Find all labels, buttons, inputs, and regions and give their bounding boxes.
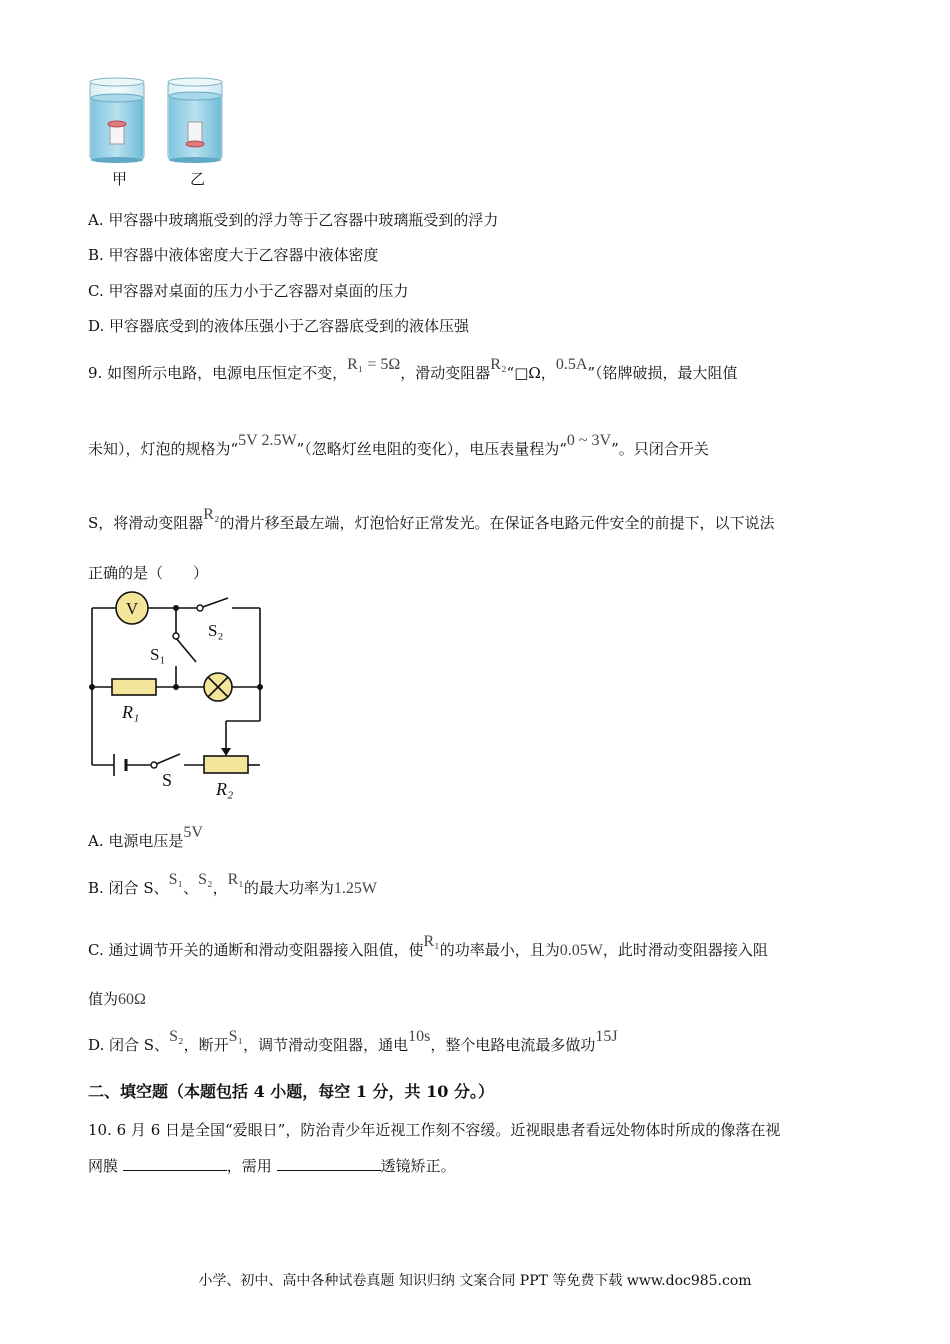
option-text: ，整个电路电流最多做功 bbox=[430, 1036, 596, 1054]
option-text: 、 bbox=[183, 879, 199, 897]
q9-lamp-spec: 5V 2.5W bbox=[238, 432, 297, 449]
beaker-label-yi: 乙 bbox=[190, 170, 206, 188]
q9-line-3 bbox=[88, 506, 775, 534]
option-value: 15J bbox=[595, 1028, 618, 1045]
page-footer: 小学、初中、高中各种试卷真题 知识归纳 文案合同 PPT 等免费下载 www.doc985.com bbox=[198, 1273, 752, 1289]
q10-text: 网膜 bbox=[88, 1157, 119, 1175]
beaker-jia bbox=[90, 78, 144, 163]
q9-option-c bbox=[88, 933, 768, 961]
beaker-yi bbox=[168, 78, 222, 163]
option-value: 5V bbox=[183, 824, 203, 841]
option-text: C. 通过调节开关的通断和滑动变阻器接入阻值，使 bbox=[88, 941, 424, 959]
q9-text: 9. 如图所示电路，电源电压恒定不变， bbox=[88, 364, 348, 382]
option-text: 的功率最小，且为 bbox=[439, 941, 560, 959]
q9-option-a bbox=[88, 824, 203, 852]
circuit-diagram bbox=[84, 590, 284, 800]
q9-text: “□Ω， bbox=[506, 364, 556, 382]
option-text: D. 闭合 S、 bbox=[88, 1036, 170, 1054]
beaker-label-jia: 甲 bbox=[112, 170, 128, 188]
q10-text: ，需用 bbox=[226, 1157, 272, 1175]
q9-text: 未知），灯泡的规格为“ bbox=[88, 440, 239, 458]
q9-line-1 bbox=[88, 356, 738, 384]
option-text: A. 电源电压是 bbox=[88, 832, 184, 850]
option-value: 10s bbox=[408, 1028, 431, 1045]
q9-text: ”（忽略灯丝电阻的变化），电压表量程为“ bbox=[296, 440, 567, 458]
option-text: ， bbox=[212, 879, 228, 897]
q10-text: 透镜矫正。 bbox=[380, 1157, 456, 1175]
option-text: 的最大功率为 bbox=[243, 879, 334, 897]
beaker-figure bbox=[84, 76, 234, 188]
option-value: 1.25W bbox=[333, 880, 377, 897]
resistor-r1-label: R₁ bbox=[122, 702, 140, 722]
q8-option-a: A. 甲容器中玻璃瓶受到的浮力等于乙容器中玻璃瓶受到的浮力 bbox=[88, 211, 499, 229]
q8-option-b: B. 甲容器中液体密度大于乙容器中液体密度 bbox=[88, 246, 379, 264]
q9-r2-symbol: R₂ bbox=[203, 506, 220, 523]
answer-blank[interactable] bbox=[277, 1156, 381, 1171]
switch-s-label: S bbox=[162, 770, 173, 790]
q9-option-d bbox=[88, 1028, 618, 1056]
q9-text: ，滑动变阻器 bbox=[400, 364, 491, 382]
q9-text: ”。只闭合开关 bbox=[611, 440, 709, 458]
option-value: 60Ω bbox=[118, 991, 146, 1008]
q9-r1-value: R₁ = 5Ω bbox=[347, 356, 401, 373]
q9-current: 0.5A bbox=[555, 356, 588, 373]
option-symbol: S₂ bbox=[169, 1028, 184, 1045]
option-symbol: R₁ bbox=[227, 871, 244, 888]
q9-option-c-cont bbox=[88, 989, 146, 1010]
option-text: ，此时滑动变阻器接入阻 bbox=[602, 941, 768, 959]
q9-text: S，将滑动变阻器 bbox=[88, 514, 204, 532]
option-symbol: S₁ bbox=[228, 1028, 244, 1045]
switch-s1-label: S₁ bbox=[150, 645, 166, 664]
section-heading: 二、填空题（本题包括 4 小题，每空 1 分，共 10 分。） bbox=[88, 1082, 494, 1101]
q9-r2-symbol: R₂ bbox=[490, 356, 507, 373]
q9-option-b bbox=[88, 871, 377, 899]
voltmeter-label: V bbox=[125, 599, 139, 618]
option-value: 0.05W bbox=[559, 942, 603, 959]
q9-line-2 bbox=[88, 432, 709, 460]
option-text: B. 闭合 S、 bbox=[88, 879, 169, 897]
option-text: ，调节滑动变阻器，通电 bbox=[243, 1036, 409, 1054]
option-symbol: R₁ bbox=[423, 933, 440, 950]
option-symbol: S₂ bbox=[198, 871, 213, 888]
q8-option-d: D. 甲容器底受到的液体压强小于乙容器底受到的液体压强 bbox=[88, 317, 470, 335]
q10-line-1: 10. 6 月 6 日是全国“爱眼日”，防治青少年近视工作刻不容缓。近视眼患者看远处物体时所成的像落在视 bbox=[88, 1121, 781, 1139]
answer-blank[interactable] bbox=[123, 1156, 227, 1171]
q10-line-2 bbox=[88, 1156, 456, 1176]
q8-option-c: C. 甲容器对桌面的压力小于乙容器对桌面的压力 bbox=[88, 282, 409, 300]
q9-text: 的滑片移至最左端，灯泡恰好正常发光。在保证各电路元件安全的前提下，以下说法 bbox=[219, 514, 775, 532]
q9-text: ”（铭牌破损，最大阻值 bbox=[587, 364, 738, 382]
q9-line-4: 正确的是（ ） bbox=[88, 564, 209, 582]
q9-voltmeter-range: 0 ~ 3V bbox=[566, 432, 612, 449]
option-text: 值为 bbox=[88, 990, 119, 1008]
option-symbol: S₁ bbox=[168, 871, 184, 888]
option-text: ，断开 bbox=[183, 1036, 229, 1054]
resistor-r2-label: R₂ bbox=[216, 779, 234, 799]
switch-s2-label: S₂ bbox=[208, 621, 224, 640]
